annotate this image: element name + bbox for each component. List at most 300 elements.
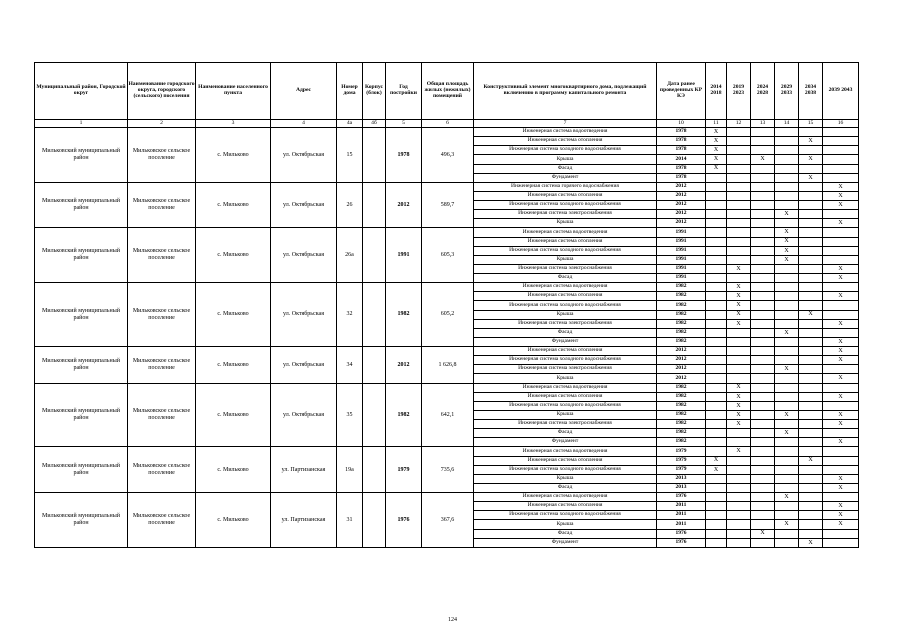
period-mark-cell	[823, 401, 859, 410]
repair-date-cell: 1978	[657, 137, 706, 146]
period-mark-cell	[751, 201, 775, 210]
period-mark-cell	[823, 246, 859, 255]
settlement-cell: Мильковское сельское поселение	[128, 128, 196, 183]
period-mark-cell	[706, 493, 727, 502]
settlement-cell: Мильковское сельское поселение	[128, 347, 196, 384]
period-mark-cell	[775, 337, 799, 346]
period-mark-cell	[775, 137, 799, 146]
area-cell: 605,3	[422, 228, 474, 283]
period-mark-cell	[751, 410, 775, 419]
period-mark-cell: X	[823, 219, 859, 228]
element-cell: Крыша	[474, 410, 657, 419]
element-cell: Инженерная система отопления	[474, 191, 657, 200]
settlement-cell: Мильковское сельское поселение	[128, 182, 196, 228]
col-header-address: Адрес	[271, 63, 337, 120]
period-mark-cell: X	[727, 392, 751, 401]
build-year-cell: 1976	[386, 493, 422, 548]
period-mark-cell	[727, 155, 751, 164]
period-mark-cell	[727, 246, 751, 255]
build-year-cell: 1982	[386, 283, 422, 347]
period-mark-cell	[727, 483, 751, 492]
period-mark-cell	[823, 283, 859, 292]
period-mark-cell: X	[823, 474, 859, 483]
period-mark-cell	[799, 438, 823, 447]
period-mark-cell	[706, 447, 727, 456]
period-mark-cell	[706, 365, 727, 374]
col-number: 15	[799, 120, 823, 128]
repair-date-cell: 1991	[657, 237, 706, 246]
repair-date-cell: 1982	[657, 438, 706, 447]
period-mark-cell	[706, 429, 727, 438]
period-mark-cell: X	[823, 264, 859, 273]
element-cell: Фасад	[474, 483, 657, 492]
period-mark-cell	[775, 474, 799, 483]
house-number-cell: 15	[337, 128, 363, 183]
period-mark-cell	[775, 191, 799, 200]
period-mark-cell: X	[706, 465, 727, 474]
period-mark-cell	[775, 128, 799, 137]
period-mark-cell	[727, 520, 751, 529]
period-mark-cell: X	[823, 483, 859, 492]
build-year-cell: 1978	[386, 128, 422, 183]
element-cell: Инженерная система отопления	[474, 137, 657, 146]
street-cell: ул. Октябрьская	[271, 182, 337, 228]
col-header-period-2039-2043: 2039 2043	[823, 63, 859, 120]
period-mark-cell: X	[706, 456, 727, 465]
col-number: 12	[727, 120, 751, 128]
period-mark-cell	[727, 538, 751, 547]
period-mark-cell: X	[775, 237, 799, 246]
repair-date-cell: 1991	[657, 228, 706, 237]
period-mark-cell	[727, 429, 751, 438]
period-mark-cell	[799, 511, 823, 520]
col-number: 1	[35, 120, 128, 128]
period-mark-cell	[751, 447, 775, 456]
street-cell: ул. Октябрьская	[271, 283, 337, 347]
period-mark-cell: X	[727, 310, 751, 319]
col-number: 7	[474, 120, 657, 128]
period-mark-cell	[775, 383, 799, 392]
period-mark-cell	[706, 438, 727, 447]
period-mark-cell	[823, 538, 859, 547]
element-cell: Инженерная система отопления	[474, 502, 657, 511]
element-cell: Инженерная система электроснабжения	[474, 319, 657, 328]
period-mark-cell	[706, 237, 727, 246]
period-mark-cell	[727, 182, 751, 191]
period-mark-cell: X	[706, 155, 727, 164]
col-number: 5	[386, 120, 422, 128]
period-mark-cell	[727, 374, 751, 383]
period-mark-cell	[706, 255, 727, 264]
period-mark-cell	[775, 264, 799, 273]
period-mark-cell	[799, 301, 823, 310]
municipality-cell: Мильковский муниципальный район	[35, 228, 128, 283]
table-row	[35, 182, 859, 191]
period-mark-cell	[727, 137, 751, 146]
period-mark-cell	[706, 283, 727, 292]
period-mark-cell	[775, 401, 799, 410]
period-mark-cell	[775, 356, 799, 365]
period-mark-cell: X	[799, 173, 823, 182]
element-cell: Инженерная система холодного водоснабжения	[474, 465, 657, 474]
block-cell	[363, 182, 386, 228]
period-mark-cell	[775, 511, 799, 520]
period-mark-cell	[799, 274, 823, 283]
period-mark-cell	[799, 328, 823, 337]
period-mark-cell	[775, 420, 799, 429]
period-mark-cell	[751, 474, 775, 483]
col-header-period-2014-2018: 2014 2018	[706, 63, 727, 120]
repair-date-cell: 2013	[657, 483, 706, 492]
period-mark-cell	[751, 429, 775, 438]
period-mark-cell	[706, 173, 727, 182]
repair-date-cell: 1976	[657, 538, 706, 547]
element-cell: Инженерная система холодного водоснабжения	[474, 356, 657, 365]
period-mark-cell	[727, 474, 751, 483]
col-header-block: Корпус (блок)	[363, 63, 386, 120]
period-mark-cell	[775, 319, 799, 328]
page-number: 124	[448, 617, 457, 623]
repair-date-cell: 1978	[657, 146, 706, 155]
period-mark-cell	[706, 374, 727, 383]
element-cell: Фундамент	[474, 173, 657, 182]
build-year-cell: 1979	[386, 447, 422, 493]
repair-date-cell: 1991	[657, 264, 706, 273]
col-number: 14	[775, 120, 799, 128]
period-mark-cell	[799, 283, 823, 292]
period-mark-cell	[823, 237, 859, 246]
period-mark-cell	[751, 520, 775, 529]
element-cell: Крыша	[474, 374, 657, 383]
block-cell	[363, 128, 386, 183]
period-mark-cell: X	[823, 392, 859, 401]
period-mark-cell	[751, 483, 775, 492]
col-number: 13	[751, 120, 775, 128]
repair-date-cell: 1991	[657, 274, 706, 283]
period-mark-cell	[799, 146, 823, 155]
period-mark-cell	[706, 310, 727, 319]
period-mark-cell	[799, 219, 823, 228]
period-mark-cell: X	[727, 401, 751, 410]
period-mark-cell	[799, 255, 823, 264]
period-mark-cell: X	[775, 520, 799, 529]
period-mark-cell: X	[706, 137, 727, 146]
element-cell: Инженерная система холодного водоснабжения	[474, 511, 657, 520]
period-mark-cell	[751, 538, 775, 547]
period-mark-cell	[727, 237, 751, 246]
period-mark-cell	[775, 146, 799, 155]
table-row	[35, 228, 859, 237]
street-cell: ул. Партизанская	[271, 493, 337, 548]
table-row	[35, 493, 859, 502]
build-year-cell: 1991	[386, 228, 422, 283]
period-mark-cell	[799, 529, 823, 538]
period-mark-cell	[727, 173, 751, 182]
period-mark-cell: X	[775, 410, 799, 419]
repair-date-cell: 1982	[657, 292, 706, 301]
municipality-cell: Мильковский муниципальный район	[35, 182, 128, 228]
period-mark-cell	[823, 429, 859, 438]
period-mark-cell	[727, 493, 751, 502]
element-cell: Крыша	[474, 155, 657, 164]
element-cell: Фасад	[474, 164, 657, 173]
element-cell: Инженерная система холодного водоснабжения	[474, 246, 657, 255]
period-mark-cell	[751, 128, 775, 137]
period-mark-cell	[823, 365, 859, 374]
repair-date-cell: 1982	[657, 328, 706, 337]
repair-date-cell: 1982	[657, 310, 706, 319]
period-mark-cell	[775, 201, 799, 210]
period-mark-cell	[751, 347, 775, 356]
period-mark-cell	[727, 365, 751, 374]
element-cell: Инженерная система отопления	[474, 292, 657, 301]
period-mark-cell	[706, 483, 727, 492]
period-mark-cell	[706, 219, 727, 228]
col-header-municipality: Муниципальный район, Городской округ	[35, 63, 128, 120]
repair-date-cell: 2012	[657, 365, 706, 374]
period-mark-cell	[775, 173, 799, 182]
period-mark-cell	[799, 420, 823, 429]
period-mark-cell	[823, 383, 859, 392]
period-mark-cell: X	[823, 274, 859, 283]
locality-cell: с. Мильково	[196, 128, 271, 183]
period-mark-cell	[751, 146, 775, 155]
period-mark-cell	[751, 420, 775, 429]
table-row	[35, 447, 859, 456]
col-number: 11	[706, 120, 727, 128]
period-mark-cell: X	[775, 228, 799, 237]
col-number: 2	[128, 120, 196, 128]
period-mark-cell	[751, 219, 775, 228]
street-cell: ул. Партизанская	[271, 447, 337, 493]
locality-cell: с. Мильково	[196, 228, 271, 283]
col-header-period-2019-2023: 2019 2023	[727, 63, 751, 120]
repair-date-cell: 1982	[657, 337, 706, 346]
period-mark-cell	[775, 483, 799, 492]
element-cell: Фундамент	[474, 337, 657, 346]
period-mark-cell	[775, 456, 799, 465]
period-mark-cell: X	[823, 374, 859, 383]
period-mark-cell	[727, 164, 751, 173]
street-cell: ул. Октябрьская	[271, 128, 337, 183]
period-mark-cell	[751, 465, 775, 474]
element-cell: Инженерная система водоотведения	[474, 283, 657, 292]
period-mark-cell: X	[727, 383, 751, 392]
repair-date-cell: 1982	[657, 283, 706, 292]
period-mark-cell	[799, 502, 823, 511]
period-mark-cell: X	[775, 365, 799, 374]
repair-date-cell: 1978	[657, 128, 706, 137]
period-mark-cell: X	[823, 410, 859, 419]
repair-date-cell: 1978	[657, 164, 706, 173]
element-cell: Инженерная система холодного водоснабжения	[474, 146, 657, 155]
locality-cell: с. Мильково	[196, 182, 271, 228]
repair-date-cell: 1991	[657, 246, 706, 255]
period-mark-cell	[727, 465, 751, 474]
repair-date-cell: 2011	[657, 511, 706, 520]
block-cell	[363, 447, 386, 493]
element-cell: Фундамент	[474, 538, 657, 547]
period-mark-cell	[706, 264, 727, 273]
block-cell	[363, 493, 386, 548]
element-cell: Фундамент	[474, 438, 657, 447]
period-mark-cell	[775, 465, 799, 474]
period-mark-cell: X	[706, 146, 727, 155]
table-row	[35, 283, 859, 292]
element-cell: Инженерная система горячего водоснабжения	[474, 182, 657, 191]
element-cell: Фасад	[474, 274, 657, 283]
period-mark-cell: X	[775, 255, 799, 264]
locality-cell: с. Мильково	[196, 383, 271, 447]
period-mark-cell	[823, 137, 859, 146]
col-number: 4б	[363, 120, 386, 128]
period-mark-cell: X	[823, 502, 859, 511]
period-mark-cell	[775, 502, 799, 511]
area-cell: 589,7	[422, 182, 474, 228]
house-number-cell: 26а	[337, 228, 363, 283]
period-mark-cell	[799, 128, 823, 137]
period-mark-cell: X	[823, 319, 859, 328]
col-number: 3	[196, 120, 271, 128]
period-mark-cell: X	[706, 164, 727, 173]
municipality-cell: Мильковский муниципальный район	[35, 283, 128, 347]
municipality-cell: Мильковский муниципальный район	[35, 447, 128, 493]
period-mark-cell	[706, 301, 727, 310]
period-mark-cell	[799, 228, 823, 237]
period-mark-cell	[706, 328, 727, 337]
period-mark-cell	[727, 201, 751, 210]
column-number-row	[35, 120, 859, 128]
repair-date-cell: 1979	[657, 447, 706, 456]
period-mark-cell	[751, 173, 775, 182]
period-mark-cell	[775, 392, 799, 401]
build-year-cell: 2012	[386, 182, 422, 228]
period-mark-cell	[775, 438, 799, 447]
house-number-cell: 34	[337, 347, 363, 384]
element-cell: Инженерная система водоотведения	[474, 493, 657, 502]
period-mark-cell: X	[823, 292, 859, 301]
element-cell: Инженерная система водоотведения	[474, 228, 657, 237]
element-cell: Инженерная система отопления	[474, 237, 657, 246]
period-mark-cell	[727, 347, 751, 356]
period-mark-cell	[751, 511, 775, 520]
element-cell: Инженерная система электроснабжения	[474, 365, 657, 374]
col-header-period-2029-2033: 2029 2033	[775, 63, 799, 120]
area-cell: 642,1	[422, 383, 474, 447]
period-mark-cell: X	[799, 137, 823, 146]
period-mark-cell	[775, 374, 799, 383]
repair-date-cell: 1979	[657, 465, 706, 474]
period-mark-cell	[751, 319, 775, 328]
settlement-cell: Мильковское сельское поселение	[128, 447, 196, 493]
period-mark-cell	[799, 465, 823, 474]
period-mark-cell	[799, 319, 823, 328]
settlement-cell: Мильковское сельское поселение	[128, 493, 196, 548]
col-number: 10	[657, 120, 706, 128]
period-mark-cell	[823, 328, 859, 337]
period-mark-cell	[775, 447, 799, 456]
element-cell: Инженерная система отопления	[474, 392, 657, 401]
period-mark-cell	[751, 310, 775, 319]
period-mark-cell: X	[823, 420, 859, 429]
settlement-cell: Мильковское сельское поселение	[128, 228, 196, 283]
period-mark-cell	[751, 264, 775, 273]
element-cell: Фасад	[474, 328, 657, 337]
house-number-cell: 31	[337, 493, 363, 548]
period-mark-cell: X	[775, 429, 799, 438]
period-mark-cell	[727, 255, 751, 264]
period-mark-cell	[823, 529, 859, 538]
repair-date-cell: 1982	[657, 301, 706, 310]
period-mark-cell	[823, 146, 859, 155]
period-mark-cell	[706, 337, 727, 346]
block-cell	[363, 383, 386, 447]
period-mark-cell	[823, 155, 859, 164]
repair-date-cell: 2012	[657, 374, 706, 383]
period-mark-cell	[799, 493, 823, 502]
locality-cell: с. Мильково	[196, 493, 271, 548]
col-header-area: Общая площадь жилых (нежилых) помещений	[422, 63, 474, 120]
period-mark-cell	[751, 137, 775, 146]
repair-date-cell: 2011	[657, 520, 706, 529]
period-mark-cell	[751, 246, 775, 255]
repair-date-cell: 1991	[657, 255, 706, 264]
municipality-cell: Мильковский муниципальный район	[35, 493, 128, 548]
period-mark-cell	[775, 182, 799, 191]
period-mark-cell	[706, 520, 727, 529]
build-year-cell: 2012	[386, 347, 422, 384]
period-mark-cell	[706, 356, 727, 365]
period-mark-cell	[727, 529, 751, 538]
period-mark-cell: X	[823, 182, 859, 191]
block-cell	[363, 283, 386, 347]
period-mark-cell	[751, 283, 775, 292]
element-cell: Инженерная система отопления	[474, 347, 657, 356]
repair-date-cell: 1982	[657, 420, 706, 429]
period-mark-cell	[775, 347, 799, 356]
period-mark-cell: X	[823, 511, 859, 520]
period-mark-cell: X	[823, 520, 859, 529]
repair-date-cell: 1976	[657, 493, 706, 502]
period-mark-cell	[751, 292, 775, 301]
col-header-prior-repair-date: Дата ранее проведенных КР КЭ	[657, 63, 706, 120]
period-mark-cell	[727, 337, 751, 346]
period-mark-cell: X	[727, 319, 751, 328]
period-mark-cell	[751, 438, 775, 447]
period-mark-cell: X	[799, 456, 823, 465]
period-mark-cell	[799, 365, 823, 374]
period-mark-cell	[799, 246, 823, 255]
period-mark-cell	[799, 210, 823, 219]
period-mark-cell	[799, 374, 823, 383]
period-mark-cell: X	[775, 493, 799, 502]
period-mark-cell	[775, 283, 799, 292]
period-mark-cell	[706, 210, 727, 219]
period-mark-cell: X	[727, 420, 751, 429]
capital-repair-table	[34, 62, 859, 548]
house-number-cell: 19а	[337, 447, 363, 493]
period-mark-cell	[706, 410, 727, 419]
area-cell: 1 626,8	[422, 347, 474, 384]
repair-date-cell: 2014	[657, 155, 706, 164]
repair-date-cell: 2013	[657, 474, 706, 483]
period-mark-cell	[751, 301, 775, 310]
element-cell: Фасад	[474, 529, 657, 538]
element-cell: Инженерная система электроснабжения	[474, 420, 657, 429]
repair-date-cell: 2012	[657, 356, 706, 365]
period-mark-cell	[706, 474, 727, 483]
locality-cell: с. Мильково	[196, 447, 271, 493]
